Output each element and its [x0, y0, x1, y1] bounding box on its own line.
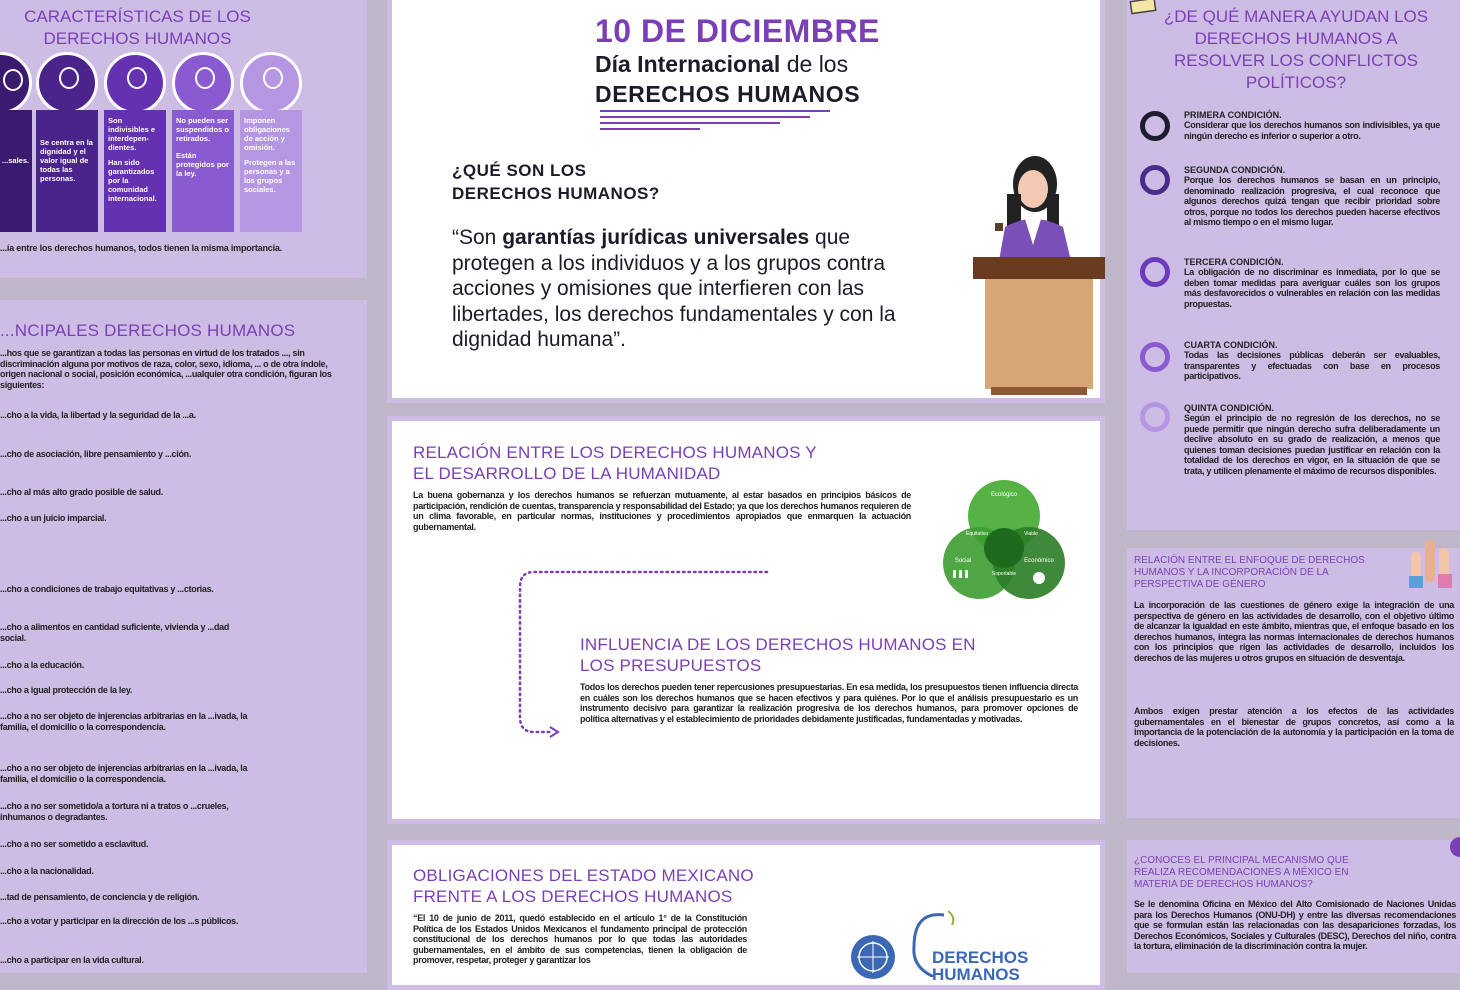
conflicts-panel [1127, 0, 1460, 530]
characteristic-col-4: No pueden ser suspendidos o retirados. Están protegidos por la ley. [172, 110, 234, 232]
characteristics-footer: ...ía entre los derechos humanos, todos tienen la misma importancia. [0, 243, 282, 253]
condition-ring-3 [1140, 257, 1170, 287]
lightbulb-icon [59, 67, 79, 89]
list-item: ...cho a un juicio imparcial. [0, 513, 107, 523]
question-title: ¿QUÉ SON LOS DERECHOS HUMANOS? [452, 161, 660, 203]
lightbulb-icon [263, 67, 283, 89]
condition-1: PRIMERA CONDICIÓN. Considerar que los derechos humanos son indivisibles, ya que ningún derecho es inferior o superior a otro. [1184, 110, 1440, 141]
lightbulb-icon [195, 67, 215, 89]
day-subtitle-2: DERECHOS HUMANOS [595, 81, 861, 107]
venn-label: Soportable [991, 571, 1017, 577]
list-item: ...cho a alimentos en cantidad suficiente, vivienda y ...dad social. [0, 622, 230, 643]
characteristic-col-2: Se centra en la dignidad y el valor igual de todas las personas. [36, 110, 98, 232]
venn-label: Económico [1024, 558, 1054, 564]
development-title: RELACIÓN ENTRE LOS DERECHOS HUMANOS Y EL DESARROLLO DE LA HUMANIDAD [413, 443, 817, 483]
obligations-title: OBLIGACIONES DEL ESTADO MEXICANO FRENTE A LOS DERECHOS HUMANOS [413, 866, 754, 906]
obligations-card [387, 840, 1105, 990]
title-underline [600, 128, 700, 130]
pin-icon [1445, 832, 1460, 862]
main-rights-list [0, 300, 360, 973]
condition-ring-1 [1140, 111, 1170, 141]
sustainability-venn-diagram [939, 478, 1069, 613]
characteristic-col-1: ...sales. [0, 110, 32, 232]
development-body: La buena gobernanza y los derechos humanos se refuerzan mutuamente, al estar basados en principios básicos de participación, rendición de cuentas, transparencia y responsabilidad del Estado; ya que los derechos humanos requieren de un clima favorable, en particular normas, instituciones y procedimientos apropiados que enmarquen la actuación gubernamental. [413, 490, 911, 532]
venn-label: Social [954, 558, 972, 564]
list-item: ...cho a participar en la vida cultural. [0, 955, 144, 965]
dh-logo-text: DERECHOS HUMANOS [932, 948, 1029, 984]
mechanism-title: ¿CONOCES EL PRINCIPAL MECANISMO QUE REALIZA RECOMENDACIONES A MÉXICO EN MATERIA DE DERECHOS HUMANOS? [1134, 855, 1349, 890]
lightbulb-icon [127, 67, 147, 89]
mechanism-body: Se le denomina Oficina en México del Alto Comisionado de Naciones Unidas para los Derechos Humanos (ONU-DH) y entre las diversas recomendaciones que se formulan están las relacionadas con las desapariciones forzadas, los Derechos Económicos, Sociales y Culturales (DESC), Derechos del niño, contra la tortura, eliminación de la discriminación contra la mujer. [1134, 899, 1456, 951]
venn-label: Equitativo [966, 531, 988, 537]
venn-label: Viable [1024, 531, 1038, 537]
list-item: ...cho a igual protección de la ley. [0, 685, 133, 695]
un-logo [847, 927, 907, 979]
list-item: ...tad de pensamiento, de conciencia y de religión. [0, 892, 200, 902]
list-item: ...cho de asociación, libre pensamiento y ...ción. [0, 449, 192, 459]
list-item: ...cho a no ser objeto de injerencias arbitrarias en la ...ivada, la familia, el domicilio o la correspondencia. [0, 711, 248, 732]
speaker-podium-illustration [967, 149, 1107, 399]
list-item: ...cho a la vida, la libertad y la seguridad de la ...a. [0, 410, 196, 420]
list-item: ...cho a condiciones de trabajo equitativas y ...ctorias. [0, 584, 214, 594]
day-subtitle: Día Internacional de los [595, 51, 849, 77]
development-card [387, 416, 1105, 824]
condition-ring-4 [1140, 342, 1170, 372]
condition-ring-2 [1140, 165, 1170, 195]
budget-body: Todos los derechos pueden tener repercusiones presupuestarias. En esa medida, los presupuestos tienen influencia directa en cuáles son los derechos humanos que se hacen efectivos y para quiénes. Por lo que el análisis presupuestario es un instrumento decisivo para garantizar la realización progresiva de los derechos humanos, para promover opciones de política alternativas y el establecimiento de prioridades debidamente justificadas, fundamentadas y motivadas. [580, 682, 1078, 724]
list-item: ...cho a la educación. [0, 660, 84, 670]
list-item: ...cho a no ser objeto de injerencias arbitrarias en la ...ivada, la familia, el domicilio o la correspondencia. [0, 763, 248, 784]
main-rights-title: ...NCIPALES DERECHOS HUMANOS [0, 321, 296, 340]
list-item: ...cho a la nacionalidad. [0, 866, 94, 876]
conflicts-title: ¿DE QUÉ MANERA AYUDAN LOS DERECHOS HUMANOS A RESOLVER LOS CONFLICTOS POLÍTICOS? [1163, 7, 1429, 92]
bulb-3 [104, 52, 166, 114]
title-underline [600, 110, 830, 112]
characteristic-col-3: Son indivisibles e interdepen-dientes. Han sido garantizados por la comunidad internacional. [104, 110, 166, 232]
definition-quote: “Son garantías jurídicas universales que protegen a los individuos y a los grupos contra acciones y omisiones que interfieren con las libertades, los derechos fundamentales y con la dignidad humana”. [452, 226, 896, 351]
bulb-5 [240, 52, 302, 114]
raised-hands-icon [1405, 528, 1460, 590]
condition-4: CUARTA CONDICIÓN. Todas las decisiones públicas deberán ser evaluables, transparentes y efectuadas con base en procesos participativos. [1184, 340, 1440, 381]
gender-body-1: La incorporación de las cuestiones de género exige la integración de una perspectiva de género en las actividades de desarrollo, con el objetivo último de alcanzar la igualdad en este ámbito, mientras que, el enfoque basado en los derechos humanos, integra las normas internacionales de derechos humanos con los principios que rigen las actividades de desarrollo, incluidos los derechos de las mujeres u otros grupos en situación de desventaja. [1134, 600, 1454, 663]
characteristics-panel [0, 0, 367, 278]
obligations-body: “El 10 de junio de 2011, quedó establecido en el artículo 1° de la Constitución Política de los Estados Unidos Mexicanos el fundamento principal de protección constitucional de los derechos humanos por lo que todas las autoridades gubernamentales, en el ámbito de sus competencias, tienen la obligación de promover, respetar, proteger y garantizar los [413, 913, 747, 965]
characteristics-title: CARACTERÍSTICAS DE LOS DERECHOS HUMANOS [24, 7, 251, 48]
main-rights-panel [0, 300, 367, 973]
money-bag-icon [1033, 572, 1045, 584]
gender-body-2: Ambos exigen prestar atención a los efectos de las actividades gubernamentales en el bienestar de grupos concretos, así como a la importancia de la potenciación de la autonomía y la participación en la toma de decisiones. [1134, 706, 1454, 748]
bulb-4 [172, 52, 234, 114]
list-item: ...cho a votar y participar en la dirección de los ...s públicos. [0, 916, 239, 926]
list-item: ...cho a no ser sometido/a a tortura ni a tratos o ...crueles, inhumanos o degradantes. [0, 801, 229, 822]
gender-panel [1127, 548, 1460, 818]
condition-3: TERCERA CONDICIÓN. La obligación de no discriminar es inmediata, por lo que se deben tomar medidas para averiguar cuáles son los grupos más desfavorecidos o vulnerables en relación con las medidas propuestas. [1184, 257, 1440, 309]
list-item: ...cho al más alto grado posible de salud. [0, 487, 163, 497]
title-underline [600, 122, 780, 124]
intro-card [387, 0, 1105, 403]
characteristic-col-5: Imponen obligaciones de acción y omisión. Protegen a las personas y a los grupos sociales. [240, 110, 302, 232]
condition-5: QUINTA CONDICIÓN. Según el principio de no regresión de los derechos, no se puede permitir que ningún derecho sufra deliberadamente un declive absoluto en su grado de realización, a menos que quienes toman decisiones puedan justificar en relación con la totalidad de los derechos en vigor, en la situación de que se trata, y utilicen plenamente el máximo de recursos disponibles. [1184, 403, 1440, 476]
condition-ring-5 [1140, 402, 1170, 432]
main-rights-intro: ...hos que se garantizan a todas las personas en virtud de los tratados ..., sin discriminación alguna por motivos de raza, color, sexo, idioma, ... o de otra índole, origen nacional o social, posición económica, ...ualquier otra condición, figuran los siguientes: [0, 348, 332, 390]
title-underline [600, 116, 810, 118]
condition-2: SEGUNDA CONDICIÓN. Porque los derechos humanos se basan en un principio, denominado realización progresiva, el cual reconoce que algunos derechos quizá tengan que recibir prioridad sobre otros, porque no todos los derechos pueden hacerse efectivos al mismo tiempo o en el mismo lugar. [1184, 165, 1440, 227]
date-title: 10 DE DICIEMBRE [595, 13, 880, 49]
gender-title: RELACIÓN ENTRE EL ENFOQUE DE DERECHOS HUMANOS Y LA INCORPORACIÓN DE LA PERSPECTIVA DE GÉNERO [1134, 555, 1365, 590]
bulb-1 [0, 52, 32, 114]
venn-label: Ecológico [990, 492, 1018, 498]
mechanism-panel [1127, 840, 1460, 973]
list-item: ...cho a no ser sometido a esclavitud. [0, 839, 149, 849]
budget-title: INFLUENCIA DE LOS DERECHOS HUMANOS EN LOS PRESUPUESTOS [580, 635, 976, 675]
bulb-2 [36, 52, 98, 114]
people-icon [953, 570, 968, 578]
lightbulb-icon [3, 69, 23, 91]
